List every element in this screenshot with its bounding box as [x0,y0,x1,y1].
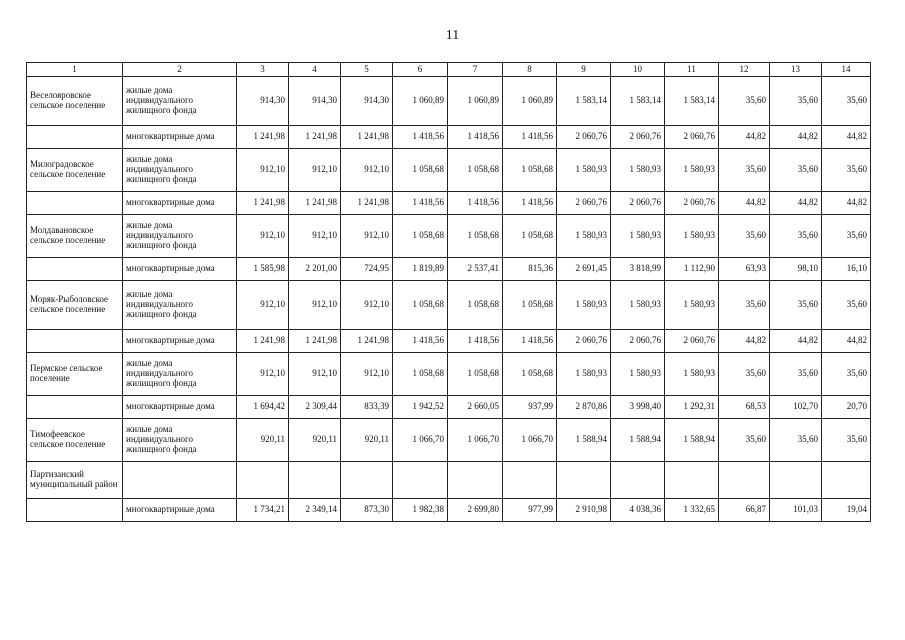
value-cell-col-13: 35,60 [770,215,822,258]
value-cell-col-14: 44,82 [822,126,871,149]
value-cell-col-7: 1 418,56 [448,126,503,149]
column-header-5: 5 [341,63,393,77]
table-row [27,419,871,462]
column-header-12: 12 [719,63,770,77]
value-cell-col-11: 1 583,14 [665,77,719,126]
value-cell-col-4: 912,10 [289,281,341,330]
value-cell-col-6: 1 058,68 [393,281,448,330]
value-cell-col-13: 44,82 [770,330,822,353]
value-cell-col-6: 1 982,38 [393,499,448,522]
value-cell-col-11: 1 580,93 [665,149,719,192]
value-cell-col-10: 1 588,94 [611,419,665,462]
value-cell-col-8: 1 418,56 [503,192,557,215]
value-cell-col-13 [770,462,822,499]
value-cell-col-14: 35,60 [822,281,871,330]
value-cell-col-8: 815,36 [503,258,557,281]
page-number: 11 [445,28,460,43]
value-cell-col-8: 1 060,89 [503,77,557,126]
value-cell-col-13: 44,82 [770,126,822,149]
value-cell-col-10: 1 583,14 [611,77,665,126]
settlement-cell [27,396,123,419]
value-cell-col-5: 1 241,98 [341,330,393,353]
value-cell-col-9 [557,462,611,499]
value-cell-col-14: 16,10 [822,258,871,281]
value-cell-col-9: 2 060,76 [557,330,611,353]
value-cell-col-5: 1 241,98 [341,192,393,215]
value-cell-col-12: 66,87 [719,499,770,522]
value-cell-col-6 [393,462,448,499]
value-cell-col-11: 2 060,76 [665,192,719,215]
value-cell-col-3: 912,10 [237,215,289,258]
value-cell-col-3: 912,10 [237,353,289,396]
value-cell-col-3: 1 694,42 [237,396,289,419]
value-cell-col-4: 912,10 [289,353,341,396]
value-cell-col-11: 1 332,65 [665,499,719,522]
value-cell-col-8: 1 058,68 [503,281,557,330]
value-cell-col-12: 63,93 [719,258,770,281]
value-cell-col-8: 977,99 [503,499,557,522]
value-cell-col-5 [341,462,393,499]
value-cell-col-4: 912,10 [289,149,341,192]
value-cell-col-14: 20,70 [822,396,871,419]
settlement-cell: Милоградовское сельское поселение [27,149,123,192]
value-cell-col-14: 35,60 [822,215,871,258]
value-cell-col-8: 1 058,68 [503,149,557,192]
column-header-6: 6 [393,63,448,77]
value-cell-col-4: 920,11 [289,419,341,462]
value-cell-col-9: 1 580,93 [557,353,611,396]
value-cell-col-11: 1 580,93 [665,281,719,330]
value-cell-col-8: 1 418,56 [503,126,557,149]
value-cell-col-5: 920,11 [341,419,393,462]
value-cell-col-8: 937,99 [503,396,557,419]
value-cell-col-12: 35,60 [719,281,770,330]
housing-type-cell: жилые дома индивидуального жилищного фонда [123,419,237,462]
housing-type-cell: многоквартирные дома [123,126,237,149]
value-cell-col-5: 912,10 [341,281,393,330]
value-cell-col-11 [665,462,719,499]
value-cell-col-12: 44,82 [719,192,770,215]
value-cell-col-8: 1 066,70 [503,419,557,462]
value-cell-col-9: 1 580,93 [557,281,611,330]
value-cell-col-4: 2 201,00 [289,258,341,281]
value-cell-col-3: 1 734,21 [237,499,289,522]
value-cell-col-9: 1 588,94 [557,419,611,462]
housing-type-cell: жилые дома индивидуального жилищного фонда [123,77,237,126]
column-header-13: 13 [770,63,822,77]
housing-type-cell: многоквартирные дома [123,330,237,353]
value-cell-col-6: 1 058,68 [393,149,448,192]
value-cell-col-12: 35,60 [719,215,770,258]
value-cell-col-7: 1 058,68 [448,281,503,330]
value-cell-col-3 [237,462,289,499]
value-cell-col-4: 2 349,14 [289,499,341,522]
value-cell-col-6: 1 058,68 [393,353,448,396]
value-cell-col-9: 2 060,76 [557,192,611,215]
housing-type-cell: многоквартирные дома [123,396,237,419]
value-cell-col-10: 2 060,76 [611,126,665,149]
value-cell-col-5: 912,10 [341,215,393,258]
table-row [27,353,871,396]
column-header-11: 11 [665,63,719,77]
value-cell-col-11: 1 580,93 [665,215,719,258]
value-cell-col-8: 1 058,68 [503,353,557,396]
value-cell-col-11: 1 292,31 [665,396,719,419]
value-cell-col-14: 35,60 [822,353,871,396]
settlement-cell [27,258,123,281]
value-cell-col-10: 2 060,76 [611,330,665,353]
housing-type-cell: многоквартирные дома [123,258,237,281]
housing-type-cell: жилые дома индивидуального жилищного фонда [123,281,237,330]
table-row [27,126,871,149]
table-row [27,330,871,353]
value-cell-col-7: 1 418,56 [448,192,503,215]
table-row [27,258,871,281]
value-cell-col-7: 1 418,56 [448,330,503,353]
value-cell-col-7: 1 058,68 [448,149,503,192]
value-cell-col-11: 2 060,76 [665,126,719,149]
value-cell-col-6: 1 060,89 [393,77,448,126]
table-row [27,462,871,499]
value-cell-col-14: 44,82 [822,192,871,215]
value-cell-col-12: 68,53 [719,396,770,419]
settlement-cell: Молдавановское сельское поселение [27,215,123,258]
settlement-cell [27,126,123,149]
housing-type-cell: жилые дома индивидуального жилищного фонда [123,353,237,396]
value-cell-col-9: 2 060,76 [557,126,611,149]
value-cell-col-3: 1 241,98 [237,330,289,353]
value-cell-col-3: 914,30 [237,77,289,126]
value-cell-col-14: 35,60 [822,77,871,126]
value-cell-col-4: 912,10 [289,215,341,258]
value-cell-col-5: 912,10 [341,353,393,396]
value-cell-col-5: 833,39 [341,396,393,419]
housing-type-cell: многоквартирные дома [123,499,237,522]
value-cell-col-14: 44,82 [822,330,871,353]
settlement-cell: Партизанский муниципальный район [27,462,123,499]
column-header-9: 9 [557,63,611,77]
table-row [27,215,871,258]
value-cell-col-11: 2 060,76 [665,330,719,353]
value-cell-col-9: 1 580,93 [557,215,611,258]
value-cell-col-8: 1 058,68 [503,215,557,258]
value-cell-col-8 [503,462,557,499]
value-cell-col-12: 35,60 [719,419,770,462]
value-cell-col-12: 35,60 [719,149,770,192]
table-row [27,281,871,330]
column-header-10: 10 [611,63,665,77]
column-header-14: 14 [822,63,871,77]
value-cell-col-3: 1 241,98 [237,192,289,215]
settlement-cell [27,330,123,353]
value-cell-col-10: 3 998,40 [611,396,665,419]
value-cell-col-7: 2 699,80 [448,499,503,522]
value-cell-col-14: 35,60 [822,419,871,462]
value-cell-col-7: 1 058,68 [448,353,503,396]
value-cell-col-9: 2 870,86 [557,396,611,419]
value-cell-col-11: 1 588,94 [665,419,719,462]
value-cell-col-12: 44,82 [719,126,770,149]
value-cell-col-10 [611,462,665,499]
value-cell-col-4: 1 241,98 [289,126,341,149]
value-cell-col-10: 3 818,99 [611,258,665,281]
settlement-cell [27,499,123,522]
value-cell-col-9: 2 691,45 [557,258,611,281]
table-row [27,77,871,126]
value-cell-col-7: 1 060,89 [448,77,503,126]
value-cell-col-6: 1 418,56 [393,192,448,215]
value-cell-col-13: 35,60 [770,149,822,192]
table-body [27,77,871,522]
value-cell-col-7 [448,462,503,499]
value-cell-col-5: 873,30 [341,499,393,522]
value-cell-col-7: 1 066,70 [448,419,503,462]
value-cell-col-10: 1 580,93 [611,149,665,192]
value-cell-col-10: 1 580,93 [611,281,665,330]
column-header-4: 4 [289,63,341,77]
value-cell-col-13: 35,60 [770,353,822,396]
value-cell-col-11: 1 580,93 [665,353,719,396]
tariff-table [26,62,871,522]
value-cell-col-12 [719,462,770,499]
housing-type-cell: многоквартирные дома [123,192,237,215]
column-header-3: 3 [237,63,289,77]
value-cell-col-7: 1 058,68 [448,215,503,258]
value-cell-col-3: 920,11 [237,419,289,462]
value-cell-col-10: 1 580,93 [611,215,665,258]
table-row [27,192,871,215]
value-cell-col-4: 1 241,98 [289,192,341,215]
value-cell-col-4: 914,30 [289,77,341,126]
column-header-1: 1 [27,63,123,77]
value-cell-col-14 [822,462,871,499]
value-cell-col-6: 1 418,56 [393,126,448,149]
value-cell-col-8: 1 418,56 [503,330,557,353]
value-cell-col-13: 35,60 [770,419,822,462]
value-cell-col-5: 914,30 [341,77,393,126]
value-cell-col-3: 912,10 [237,281,289,330]
value-cell-col-3: 1 585,98 [237,258,289,281]
settlement-cell: Моряк-Рыболовское сельское поселение [27,281,123,330]
value-cell-col-11: 1 112,90 [665,258,719,281]
value-cell-col-6: 1 418,56 [393,330,448,353]
value-cell-col-10: 2 060,76 [611,192,665,215]
value-cell-col-9: 2 910,98 [557,499,611,522]
table-row [27,149,871,192]
value-cell-col-5: 1 241,98 [341,126,393,149]
column-header-7: 7 [448,63,503,77]
value-cell-col-6: 1 819,89 [393,258,448,281]
table-row [27,499,871,522]
value-cell-col-10: 4 038,36 [611,499,665,522]
value-cell-col-9: 1 580,93 [557,149,611,192]
value-cell-col-12: 44,82 [719,330,770,353]
value-cell-col-5: 912,10 [341,149,393,192]
housing-type-cell: жилые дома индивидуального жилищного фонда [123,215,237,258]
value-cell-col-4 [289,462,341,499]
column-header-8: 8 [503,63,557,77]
value-cell-col-6: 1 066,70 [393,419,448,462]
value-cell-col-5: 724,95 [341,258,393,281]
value-cell-col-13: 35,60 [770,281,822,330]
value-cell-col-12: 35,60 [719,77,770,126]
housing-type-cell [123,462,237,499]
settlement-cell: Пермское сельское поселение [27,353,123,396]
settlement-cell: Тимофеевское сельское поселение [27,419,123,462]
value-cell-col-7: 2 537,41 [448,258,503,281]
value-cell-col-13: 35,60 [770,77,822,126]
value-cell-col-13: 44,82 [770,192,822,215]
value-cell-col-3: 912,10 [237,149,289,192]
value-cell-col-4: 2 309,44 [289,396,341,419]
value-cell-col-13: 102,70 [770,396,822,419]
value-cell-col-14: 19,04 [822,499,871,522]
value-cell-col-7: 2 660,05 [448,396,503,419]
value-cell-col-12: 35,60 [719,353,770,396]
value-cell-col-9: 1 583,14 [557,77,611,126]
value-cell-col-3: 1 241,98 [237,126,289,149]
table-header-row [27,63,871,77]
value-cell-col-4: 1 241,98 [289,330,341,353]
value-cell-col-13: 98,10 [770,258,822,281]
value-cell-col-6: 1 942,52 [393,396,448,419]
value-cell-col-14: 35,60 [822,149,871,192]
value-cell-col-10: 1 580,93 [611,353,665,396]
housing-type-cell: жилые дома индивидуального жилищного фонда [123,149,237,192]
column-header-2: 2 [123,63,237,77]
value-cell-col-6: 1 058,68 [393,215,448,258]
table-row [27,396,871,419]
value-cell-col-13: 101,03 [770,499,822,522]
settlement-cell: Веселояровское сельское поселение [27,77,123,126]
settlement-cell [27,192,123,215]
